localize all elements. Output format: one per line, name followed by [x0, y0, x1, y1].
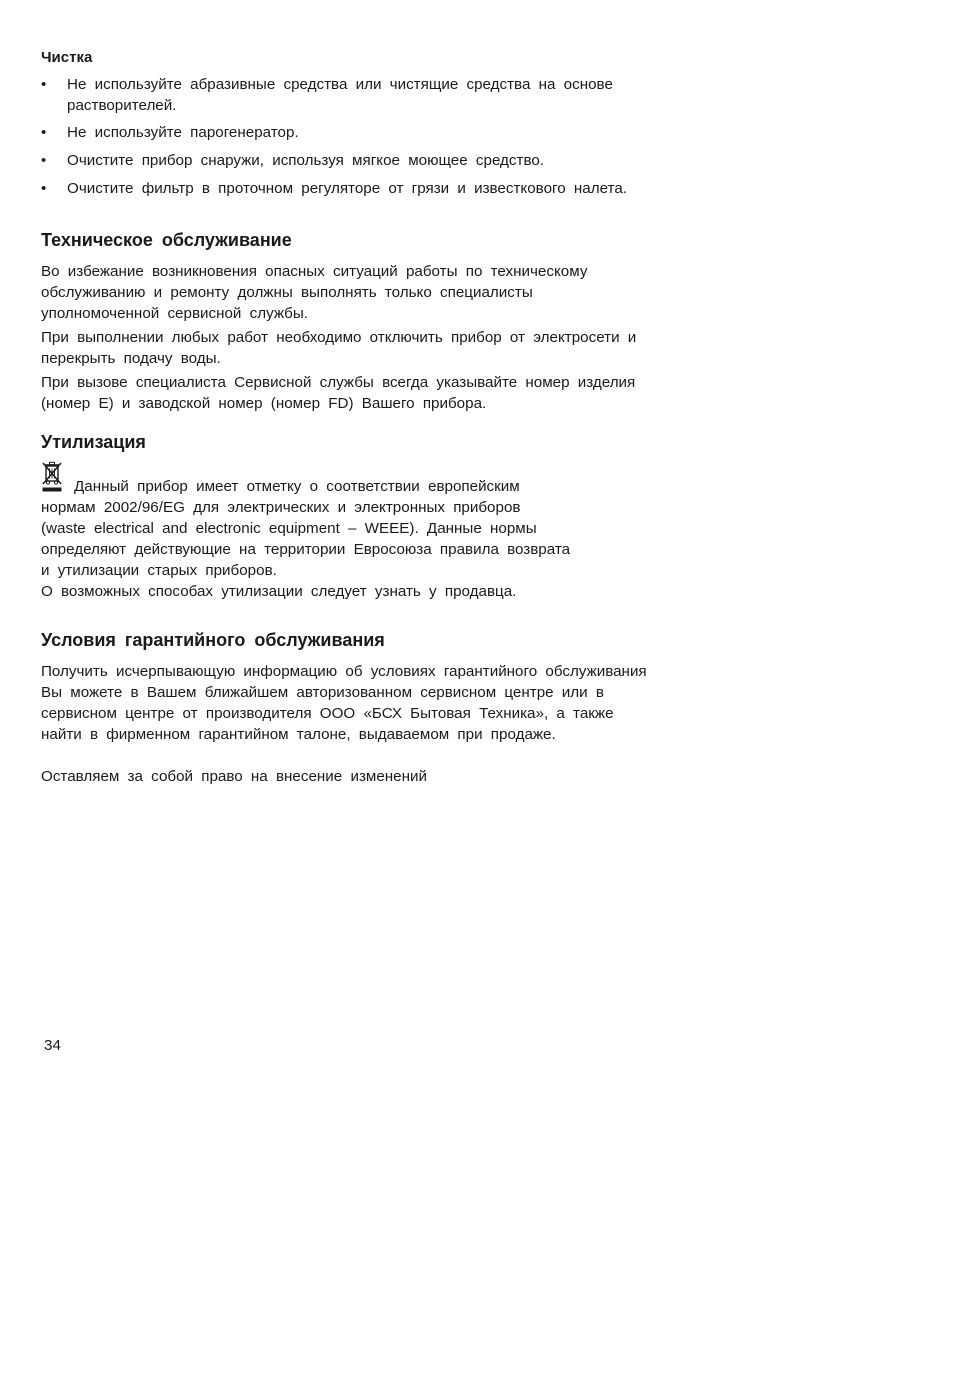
- paragraph-line: Вы можете в Вашем ближайшем авторизованном сервисном центре или в: [41, 684, 604, 701]
- list-item-line: Очистите прибор снаружи, используя мягкое моющее средство.: [67, 152, 545, 169]
- list-item: [41, 122, 731, 143]
- paragraph-line: (номер E) и заводской номер (номер FD) Вашего прибора.: [41, 395, 487, 412]
- disposal-section: [41, 430, 731, 602]
- paragraph-line: и утилизации старых приборов.: [41, 562, 277, 579]
- paragraph-line: определяют действующие на территории Евросоюза правила возврата: [41, 541, 571, 558]
- paragraph-line: Во избежание возникновения опасных ситуаций работы по техническому: [41, 263, 588, 280]
- paragraph-line: обслуживанию и ремонту должны выполнять только специалисты: [41, 284, 533, 301]
- bullet-icon: •: [41, 76, 47, 93]
- footer-note-text: Оставляем за собой право на внесение изменений: [41, 768, 427, 785]
- maintenance-paragraph: [41, 261, 731, 324]
- list-item-line: Не используйте абразивные средства или чистящие средства на основе: [67, 76, 613, 93]
- bullet-icon: •: [41, 152, 47, 169]
- paragraph-line: О возможных способах утилизации следует узнать у продавца.: [41, 583, 517, 600]
- cleaning-list: [41, 74, 731, 199]
- maintenance-heading: Техническое обслуживание: [41, 230, 292, 250]
- warranty-paragraph: [41, 661, 731, 745]
- list-item-line: Очистите фильтр в проточном регуляторе от грязи и известкового налета.: [67, 180, 627, 197]
- paragraph-line: Данный прибор имеет отметку о соответствии европейским: [74, 478, 520, 495]
- maintenance-paragraph: [41, 372, 731, 414]
- paragraph-line: уполномоченной сервисной службы.: [41, 305, 309, 322]
- cleaning-heading: Чистка: [41, 49, 93, 66]
- paragraph-line: найти в фирменном гарантийном талоне, выдаваемом при продаже.: [41, 726, 556, 743]
- bullet-icon: •: [41, 124, 47, 141]
- list-item-line: Не используйте парогенератор.: [67, 124, 299, 141]
- cleaning-section: [41, 48, 731, 199]
- bullet-icon: •: [41, 180, 47, 197]
- warranty-section: [41, 628, 731, 745]
- paragraph-line: перекрыть подачу воды.: [41, 350, 221, 367]
- warranty-heading: Условия гарантийного обслуживания: [41, 630, 385, 650]
- paragraph-line: (waste electrical and electronic equipment – WEEE). Данные нормы: [41, 520, 537, 537]
- paragraph-line: сервисном центре от производителя ООО «БСХ Бытовая Техника», а также: [41, 705, 614, 722]
- paragraph-line: Получить исчерпывающую информацию об условиях гарантийного обслуживания: [41, 663, 647, 680]
- disposal-body: [41, 463, 731, 602]
- page-number: 34: [44, 1037, 61, 1054]
- paragraph-line: нормам 2002/96/EG для электрических и электронных приборов: [41, 499, 521, 516]
- weee-crossed-bin-icon: [41, 460, 65, 494]
- list-item: [41, 178, 731, 199]
- footer-note: [41, 766, 731, 787]
- list-item: [41, 150, 731, 171]
- list-item-line: растворителей.: [67, 97, 177, 114]
- disposal-heading: Утилизация: [41, 432, 146, 452]
- maintenance-paragraph: [41, 327, 731, 369]
- paragraph-line: При выполнении любых работ необходимо отключить прибор от электросети и: [41, 329, 637, 346]
- list-item: [41, 74, 731, 116]
- maintenance-section: [41, 228, 731, 414]
- paragraph-line: При вызове специалиста Сервисной службы всегда указывайте номер изделия: [41, 374, 636, 391]
